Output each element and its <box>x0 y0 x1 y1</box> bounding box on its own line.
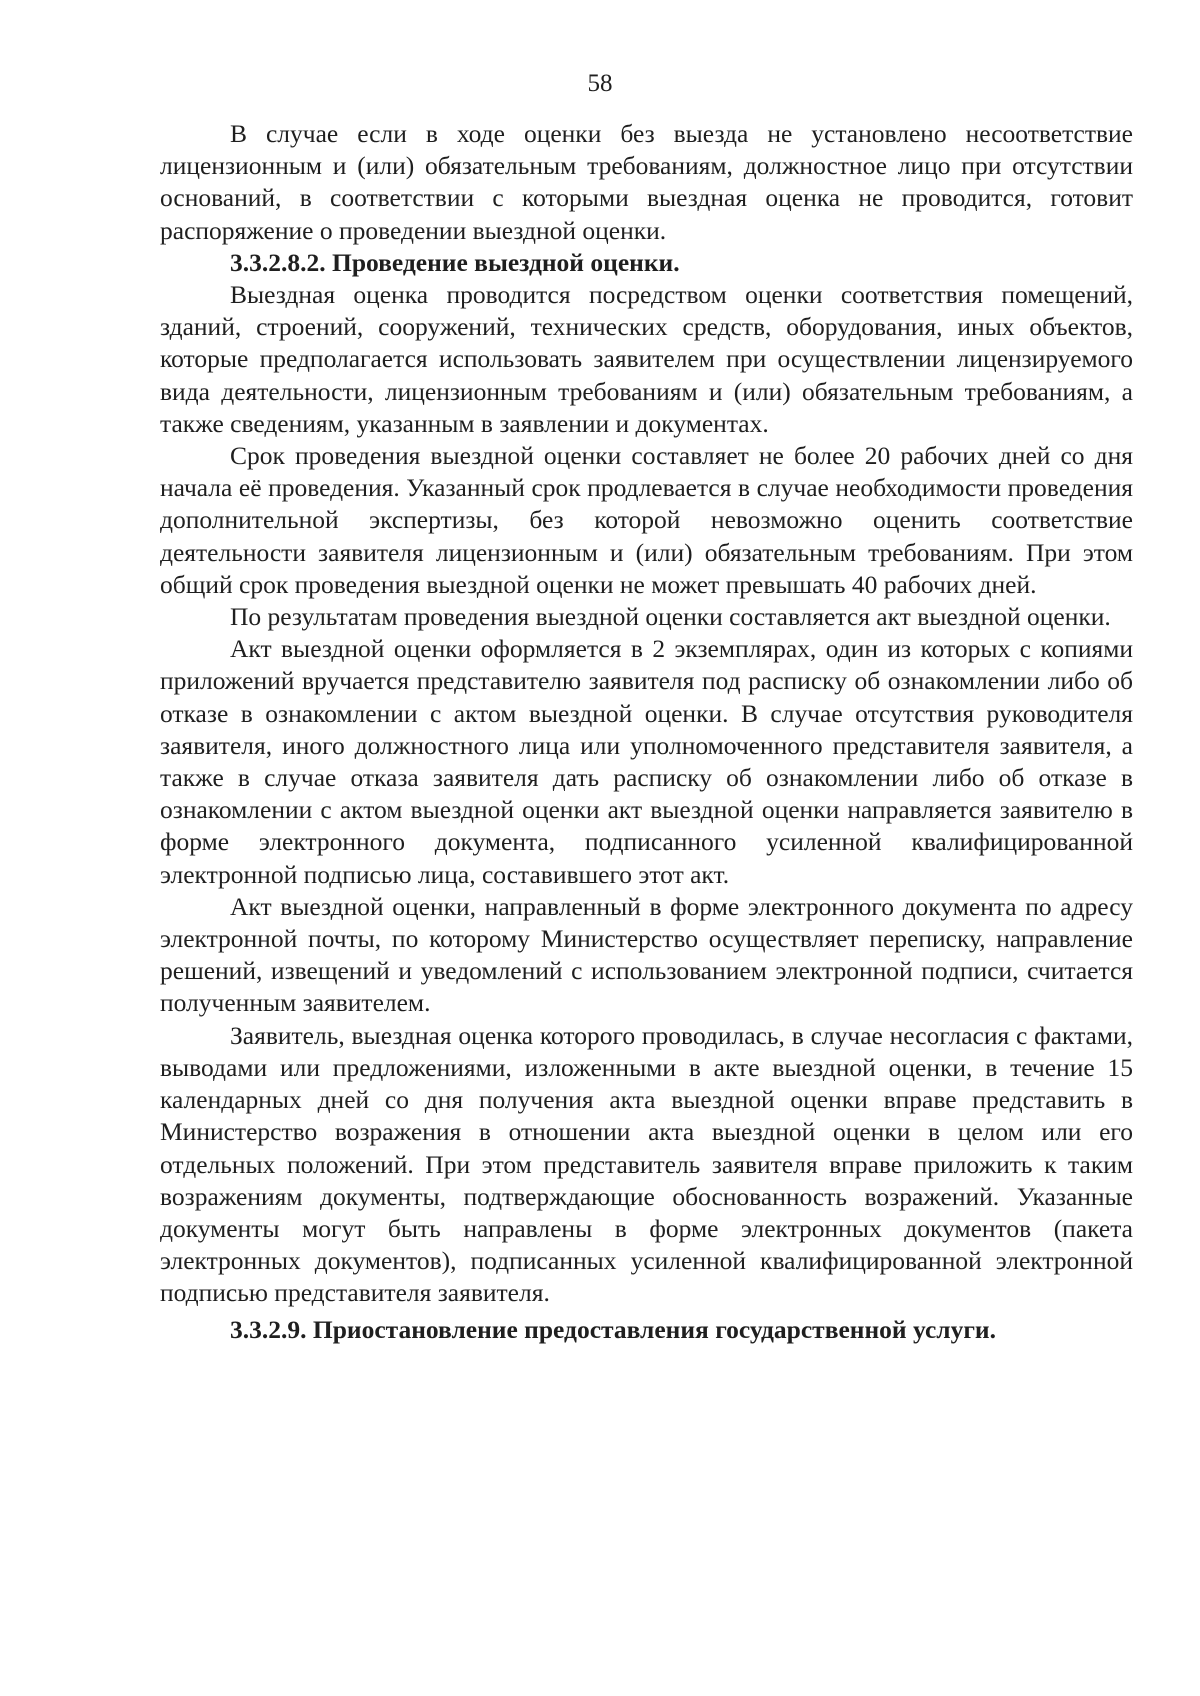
paragraph-no-violations: В случае если в ходе оценки без выезда не установлено несоответствие лицензионным и (или) обязательным требованиям, должностное лицо при отсутствии оснований, в соответствии с которыми выездная оценка не проводится, готовит распоряжение о проведении выездной оценки. <box>160 119 1133 245</box>
paragraph-assessment-term: Срок проведения выездной оценки составляет не более 20 рабочих дней со дня начала её проведения. Указанный срок продлевается в случае необходимости проведения дополнительной экспертизы, без которой невозможно оценить соответствие деятельности заявителя лицензионным и (или) обязательным требованиям. При этом общий срок проведения выездной оценки не может превышать 40 рабочих дней. <box>160 441 1133 599</box>
paragraph-assessment-result: По результатам проведения выездной оценки составляется акт выездной оценки. <box>230 602 1111 632</box>
paragraph-act-electronic: Акт выездной оценки, направленный в форме электронного документа по адресу электронной почты, по которому Министерство осуществляет переписку, направление решений, извещений и уведомлений с использованием электронной подписи, считается полученным заявителем. <box>160 891 1133 1018</box>
paragraph-onsite-assessment: Выездная оценка проводится посредством оценки соответствия помещений, зданий, строений, сооружений, технических средств, оборудования, иных объектов, которые предполагается использовать заявителем при осуществлении лицензируемого вида деятельности, лицензионным требованиям и (или) обязательным требованиям, а также сведениям, указанным в заявлении и документах. <box>160 280 1133 438</box>
section-heading-3-3-2-9: 3.3.2.9. Приостановление предоставления государственной услуги. <box>230 1314 996 1344</box>
section-heading-3-3-2-8-2: 3.3.2.8.2. Проведение выездной оценки. <box>230 247 680 277</box>
document-body <box>160 118 1133 1346</box>
paragraph-objections: Заявитель, выездная оценка которого проводилась, в случае несогласия с фактами, выводами или предложениями, изложенными в акте выездной оценки, в течение 15 календарных дней со дня получения акта выездной оценки вправе представить в Министерство возражения в отношении акта выездной оценки в целом или его отдельных положений. При этом представитель заявителя вправе приложить к таким возражениям документы, подтверждающие обоснованность возражений. Указанные документы могут быть направлены в форме электронных документов (пакета электронных документов), подписанных усиленной квалифицированной электронной подписью представителя заявителя. <box>160 1020 1133 1308</box>
page-number: 58 <box>587 70 613 97</box>
paragraph-act-copies: Акт выездной оценки оформляется в 2 экземплярах, один из которых с копиями приложений вручается представителю заявителя под расписку об ознакомлении либо об отказе в ознакомлении с актом выездной оценки. В случае отсутствия руководителя заявителя, иного должностного лица или уполномоченного представителя заявителя, а также в случае отказа заявителя дать расписку об ознакомлении либо об отказе в ознакомлении с актом выездной оценки акт выездной оценки направляется заявителю в форме электронного документа, подписанного усиленной квалифицированной электронной подписью лица, составившего этот акт. <box>160 634 1133 889</box>
